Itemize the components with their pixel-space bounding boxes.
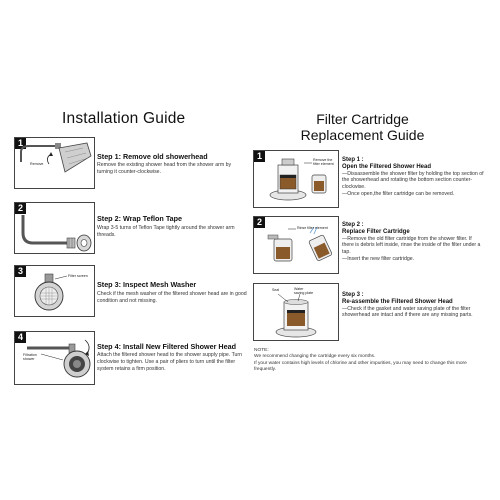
step-number-badge: 1 [15, 138, 26, 149]
step-number-badge: 2 [254, 217, 265, 228]
note-label: NOTE: [254, 348, 269, 353]
replace-step-2-line-1: —Remove the old filter cartridge from the shower filter. If there is debris left inside, rinse the inside of the filter under a tap. [342, 235, 481, 256]
replace-step-2-text [342, 222, 484, 263]
replace-step-3-line-1: —Check if the gasket and water saving plate of the filter showerhead are intact and if there are any missing parts. [342, 305, 473, 319]
replace-step-3-heading: Re-assemble the Filtered Shower Head [342, 298, 453, 305]
replace-step-1-line-1: —Dissassemble the shower filter by holding the top section of the showerhead and rotating the bottom section counter-clockwise. [342, 170, 484, 191]
install-step-4-body: Attach the filtered shower head to the shower supply pipe. Turn clockwise to tighten. Use a pair of pliers to turn until the filter system retains a firm position. [97, 352, 243, 372]
install-step-2-body: Wrap 3-5 turns of Teflon Tape tightly around the shower arm threads. [97, 225, 235, 238]
replace-step-1-heading: Open the Filtered Shower Head [342, 163, 432, 170]
step-number-badge: 2 [15, 203, 26, 214]
water-saving-plate-label: Water saving plate [294, 287, 314, 295]
install-step-4-illustration [14, 331, 95, 385]
replacement-title-line-1: Filter Cartridge [316, 111, 409, 127]
replace-step-3-illustration [253, 283, 339, 341]
step-number-badge: 3 [15, 266, 26, 277]
step-number-badge: 4 [15, 332, 26, 343]
replace-step-1-text [342, 157, 484, 198]
replacement-title-line-2: Replacement Guide [300, 127, 425, 143]
replace-step-2-label: Step 2 : [342, 222, 364, 228]
replacement-title [270, 111, 455, 143]
filtration-shower-label: Filtration shower [23, 353, 37, 361]
install-step-1-body: Remove the existing shower head from the shower arm by turning it counter-clockwise. [97, 162, 232, 175]
replace-step-2-illustration [253, 216, 339, 274]
replace-step-2-line-2: —Insert the new filter cartridge. [342, 255, 415, 262]
install-step-2-heading: Step 2: Wrap Teflon Tape [97, 214, 183, 223]
install-step-1-heading: Step 1: Remove old showerhead [97, 152, 208, 161]
install-step-3-illustration [14, 265, 95, 317]
install-step-3-heading: Step 3: Inspect Mesh Washer [97, 280, 197, 289]
replace-step-3-label: Step 3 : [342, 292, 364, 298]
installation-title: Installation Guide [62, 110, 186, 127]
install-step-2-illustration [14, 202, 95, 254]
replace-step-1-line-2: —Once open,the filter cartridge can be removed. [342, 190, 455, 197]
shower-remove-icon [15, 138, 94, 188]
install-step-1-illustration [14, 137, 95, 189]
rinse-element-label: Rinse filter element [297, 226, 328, 230]
replace-step-1-illustration [253, 150, 339, 208]
seal-label: Seal [272, 288, 280, 292]
replace-step-1-label: Step 1 : [342, 157, 364, 163]
install-step-4-heading: Step 4: Install New Filtered Shower Head [97, 342, 236, 351]
teflon-tape-icon [15, 203, 94, 253]
note-line-2: If your water contains high levels of chlorine and other impurities, you may need to change this more frequently. [254, 360, 467, 373]
replace-step-3-text [342, 292, 484, 319]
step-number-badge: 1 [254, 151, 265, 162]
note-line-1: We recommend changing the cartridge every six months. [254, 354, 376, 360]
remove-label: Remove [30, 162, 44, 166]
filter-screen-label: Filter screen [68, 274, 88, 278]
install-step-3-body: Check if the mesh washer of the filtered shower head are in good condition and not missing. [97, 291, 247, 304]
remove-element-label: Remove the filter element [313, 158, 334, 166]
replace-step-2-heading: Replace Filter Cartridge [342, 228, 410, 235]
note-section [254, 348, 488, 374]
